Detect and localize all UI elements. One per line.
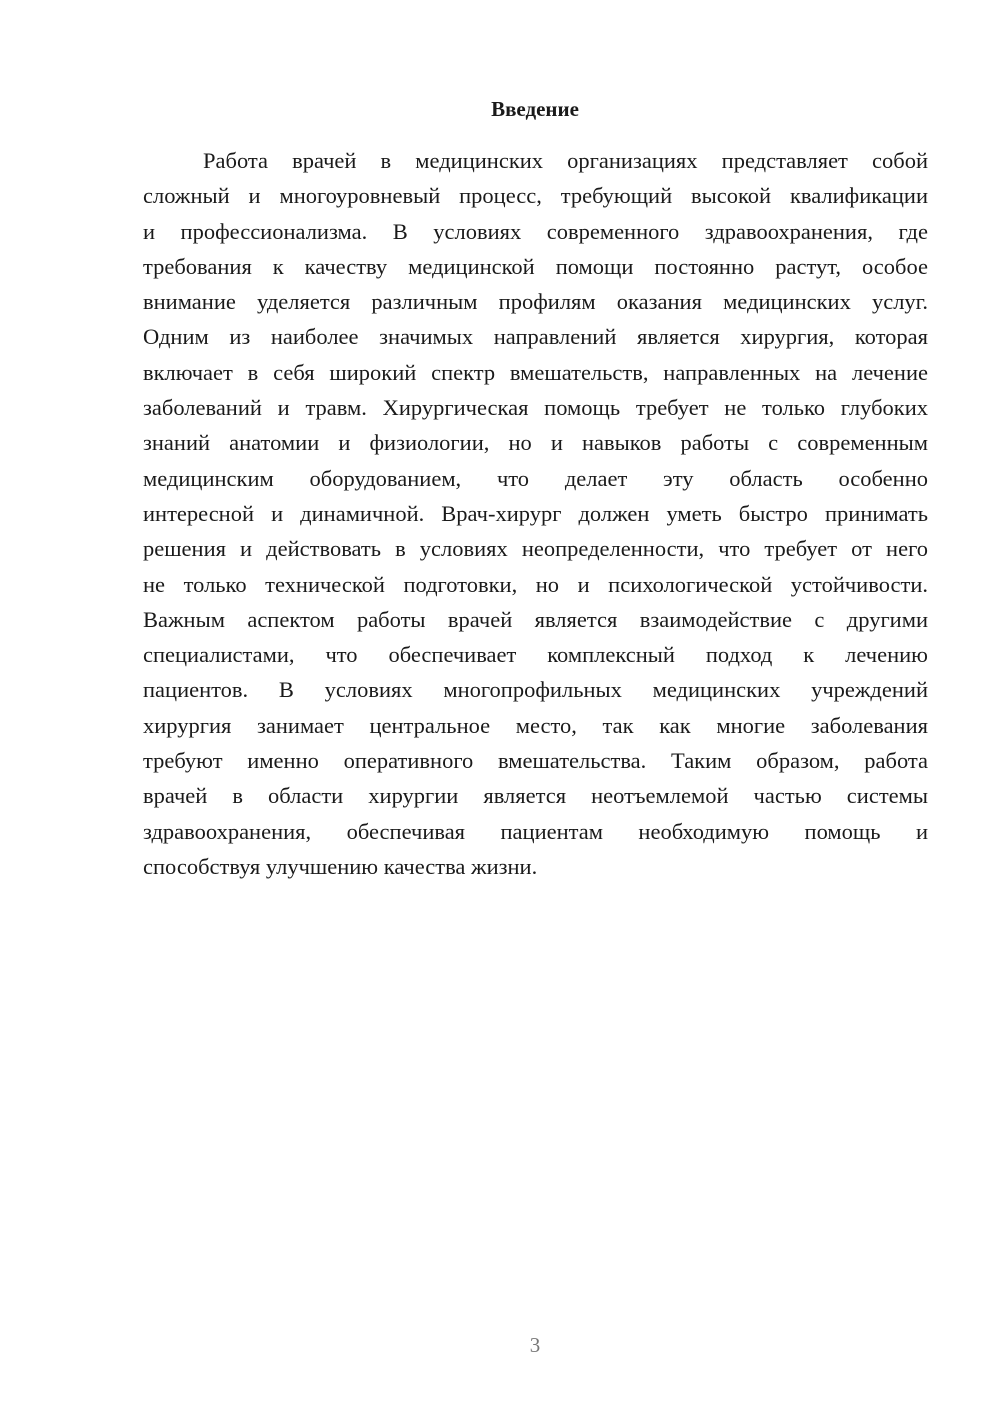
paragraph-line: интересной и динамичной. Врач-хирург должен уметь быстро принимать: [143, 500, 928, 526]
paragraph-line: способствуя улучшению качества жизни.: [143, 853, 538, 879]
paragraph-line: медицинским оборудованием, что делает эту область особенно: [143, 465, 928, 491]
paragraph-line: знаний анатомии и физиологии, но и навыков работы с современным: [143, 430, 928, 456]
paragraph-line: решения и действовать в условиях неопределенности, что требует от него: [143, 536, 928, 562]
paragraph-line: хирургия занимает центральное место, так как многие заболевания: [143, 712, 928, 738]
paragraph-line: Одним из наиболее значимых направлений является хирургия, которая: [143, 324, 928, 350]
section-title: Введение: [491, 97, 579, 121]
paragraph-line: требования к качеству медицинской помощи постоянно растут, особое: [143, 253, 928, 279]
paragraph-line: врачей в области хирургии является неотъемлемой частью системы: [143, 783, 928, 809]
paragraph-line: пациентов. В условиях многопрофильных медицинских учреждений: [143, 677, 928, 703]
paragraph-line: Работа врачей в медицинских организациях представляет собой: [203, 148, 928, 173]
paragraph-line: сложный и многоуровневый процесс, требующий высокой квалификации: [143, 183, 928, 209]
paragraph-line: включает в себя широкий спектр вмешательств, направленных на лечение: [143, 359, 928, 385]
page-number: 3: [529, 1333, 541, 1357]
paragraph-line: Важным аспектом работы врачей является взаимодействие с другими: [143, 606, 928, 632]
paragraph-line: здравоохранения, обеспечивая пациентам необходимую помощь и: [143, 818, 928, 844]
paragraph-line: специалистами, что обеспечивает комплексный подход к лечению: [143, 642, 928, 668]
paragraph-line: не только технической подготовки, но и психологической устойчивости.: [143, 571, 928, 597]
paragraph-line: заболеваний и травм. Хирургическая помощь требует не только глубоких: [143, 395, 928, 421]
paragraph: [143, 143, 928, 884]
paragraph-line: и профессионализма. В условиях современного здравоохранения, где: [143, 218, 928, 244]
paragraph-line: требуют именно оперативного вмешательства. Таким образом, работа: [143, 748, 928, 774]
paragraph-line: внимание уделяется различным профилям оказания медицинских услуг.: [143, 289, 928, 315]
